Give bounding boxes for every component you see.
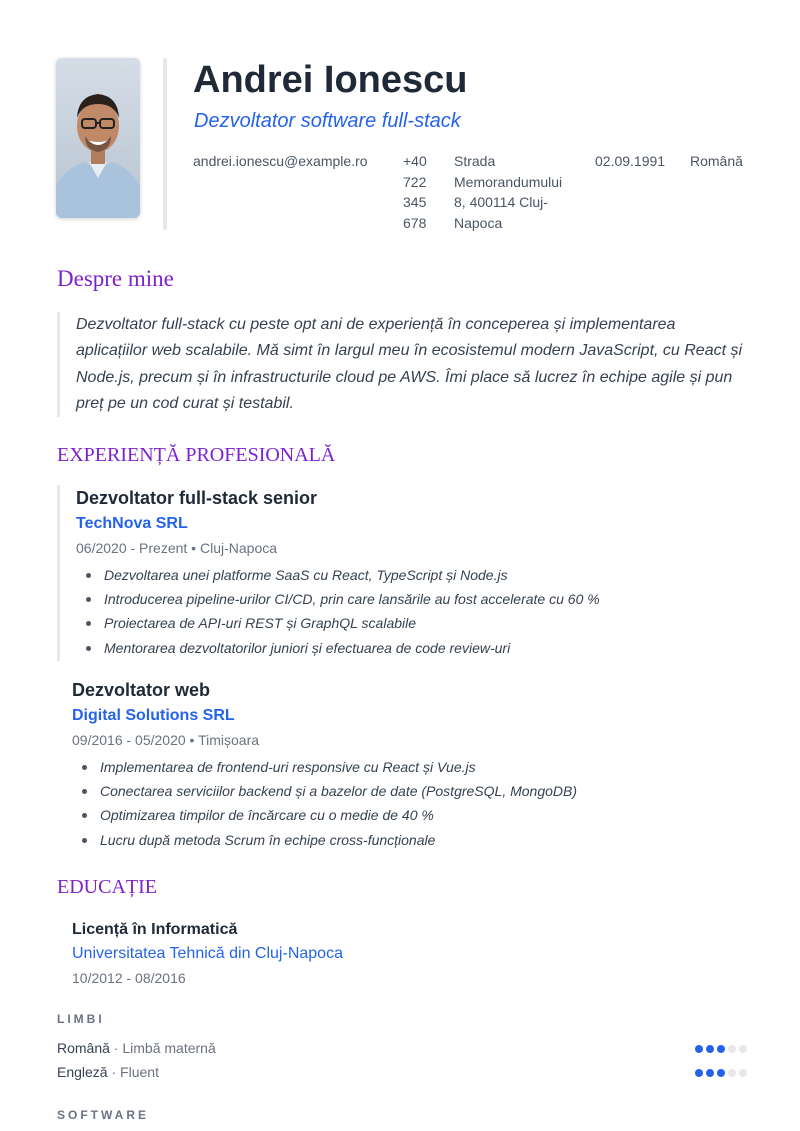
education-heading: EDUCAȚIE — [57, 876, 157, 898]
job-meta: 06/2020 - Prezent • Cluj-Napoca — [76, 540, 278, 556]
rating-dot-empty — [728, 1045, 736, 1053]
language-level: Fluent — [120, 1064, 159, 1080]
about-heading: Despre mine — [57, 266, 174, 291]
job-bullet: Lucru după metoda Scrum în echipe cross-funcționale — [72, 828, 752, 852]
rating-dot-filled — [695, 1045, 703, 1053]
language-separator: · — [109, 1040, 123, 1056]
job-bullet: Optimizarea timpilor de încărcare cu o medie de 40 % — [72, 803, 752, 827]
contact-phone[interactable]: +40 722 345 678 — [403, 153, 427, 231]
rating-dot-filled — [717, 1045, 725, 1053]
rating-dot-empty — [739, 1045, 747, 1053]
job-bullet: Proiectarea de API-uri REST și GraphQL scalabile — [76, 611, 757, 635]
education-entry — [72, 918, 343, 990]
language-rating — [695, 1045, 747, 1053]
language-row — [57, 1064, 747, 1084]
job-bullet: Dezvoltarea unei platforme SaaS cu React, TypeScript și Node.js — [76, 563, 757, 587]
job-bullet: Introducerea pipeline-urilor CI/CD, prin care lansările au fost accelerate cu 60 % — [76, 587, 757, 611]
contact-nationality: Română — [690, 153, 743, 169]
job-role: Dezvoltator software full-stack — [194, 110, 461, 132]
languages-heading: LIMBI — [57, 1012, 105, 1026]
software-heading: SOFTWARE — [57, 1108, 149, 1122]
about-text: Dezvoltator full-stack cu peste opt ani de experiență în conceperea și implementarea aplicațiilor web scalabile. Mă simt în largul meu în ecosistemul modern JavaScript, cu React și Node.js, precum și în infrastructurile cloud pe AWS. Îmi place să lucrez în echipe agile și pun preț pe un cod curat și testabil. — [57, 312, 747, 417]
job-bullet: Conectarea serviciilor backend și a bazelor de date (PostgreSQL, MongoDB) — [72, 779, 752, 803]
language-level: Limbă maternă — [122, 1040, 216, 1056]
rating-dot-empty — [728, 1069, 736, 1077]
contact-birthdate: 02.09.1991 — [595, 153, 666, 169]
education-school: Universitatea Tehnică din Cluj-Napoca — [72, 945, 343, 962]
education-degree: Licență în Informatică — [72, 921, 238, 938]
profile-photo — [56, 58, 140, 218]
rating-dot-filled — [706, 1069, 714, 1077]
portrait-image — [56, 58, 140, 218]
rating-dot-filled — [706, 1045, 714, 1053]
job-bullet: Mentorarea dezvoltatorilor juniori și efectuarea de code review-uri — [76, 636, 757, 660]
language-row — [57, 1040, 747, 1060]
job-entry — [72, 677, 752, 852]
contact-address: Strada Memorandumului 8, 400114 Cluj-Napoca — [454, 153, 563, 231]
job-bullet: Implementarea de frontend-uri responsive cu React și Vue.js — [72, 755, 752, 779]
job-bullets — [72, 755, 752, 852]
job-title: Dezvoltator full-stack senior — [76, 488, 318, 508]
rating-dot-filled — [695, 1069, 703, 1077]
language-separator: · — [107, 1064, 121, 1080]
job-entry — [57, 485, 757, 661]
job-bullets — [76, 563, 757, 660]
language-name: Română — [57, 1040, 110, 1056]
language-name: Engleză — [57, 1064, 108, 1080]
contact-email[interactable]: andrei.ionescu@example.ro — [193, 153, 368, 169]
rating-dot-filled — [717, 1069, 725, 1077]
job-company: Digital Solutions SRL — [72, 707, 235, 724]
header-divider — [163, 58, 167, 230]
job-company: TechNova SRL — [76, 515, 188, 532]
person-name: Andrei Ionescu — [193, 59, 468, 101]
language-rating — [695, 1069, 747, 1077]
rating-dot-empty — [739, 1069, 747, 1077]
job-title: Dezvoltator web — [72, 680, 211, 700]
education-dates: 10/2012 - 08/2016 — [72, 970, 186, 986]
job-meta: 09/2016 - 05/2020 • Timișoara — [72, 732, 260, 748]
experience-heading: EXPERIENȚĂ PROFESIONALĂ — [57, 444, 336, 466]
